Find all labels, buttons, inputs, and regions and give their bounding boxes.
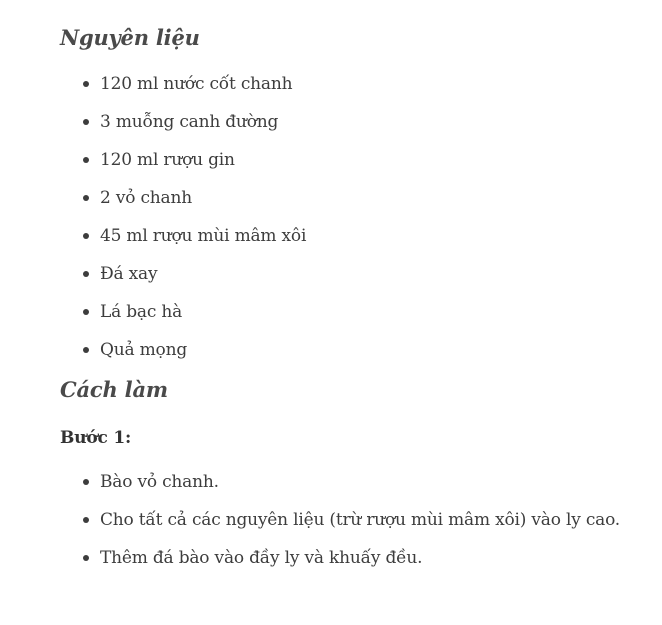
step-1-list	[60, 463, 650, 577]
method-heading: Cách làm	[60, 377, 168, 402]
ingredient-item: Đá xay	[60, 255, 650, 293]
ingredient-item: 2 vỏ chanh	[60, 179, 650, 217]
ingredient-item: 120 ml nước cốt chanh	[60, 65, 650, 103]
step-item: Thêm đá bào vào đầy ly và khuấy đều.	[60, 539, 650, 577]
ingredients-heading: Nguyên liệu	[60, 25, 200, 50]
ingredient-item: Quả mọng	[60, 331, 650, 369]
ingredient-item: 120 ml rượu gin	[60, 141, 650, 179]
ingredients-list	[60, 65, 650, 369]
step-item: Cho tất cả các nguyên liệu (trừ rượu mùi mâm xôi) vào ly cao.	[60, 501, 650, 539]
step-1-label: Bước 1:	[60, 428, 132, 448]
recipe-content	[60, 22, 650, 577]
ingredient-item: 3 muỗng canh đường	[60, 103, 650, 141]
ingredient-item: Lá bạc hà	[60, 293, 650, 331]
step-item: Bào vỏ chanh.	[60, 463, 650, 501]
ingredient-item: 45 ml rượu mùi mâm xôi	[60, 217, 650, 255]
